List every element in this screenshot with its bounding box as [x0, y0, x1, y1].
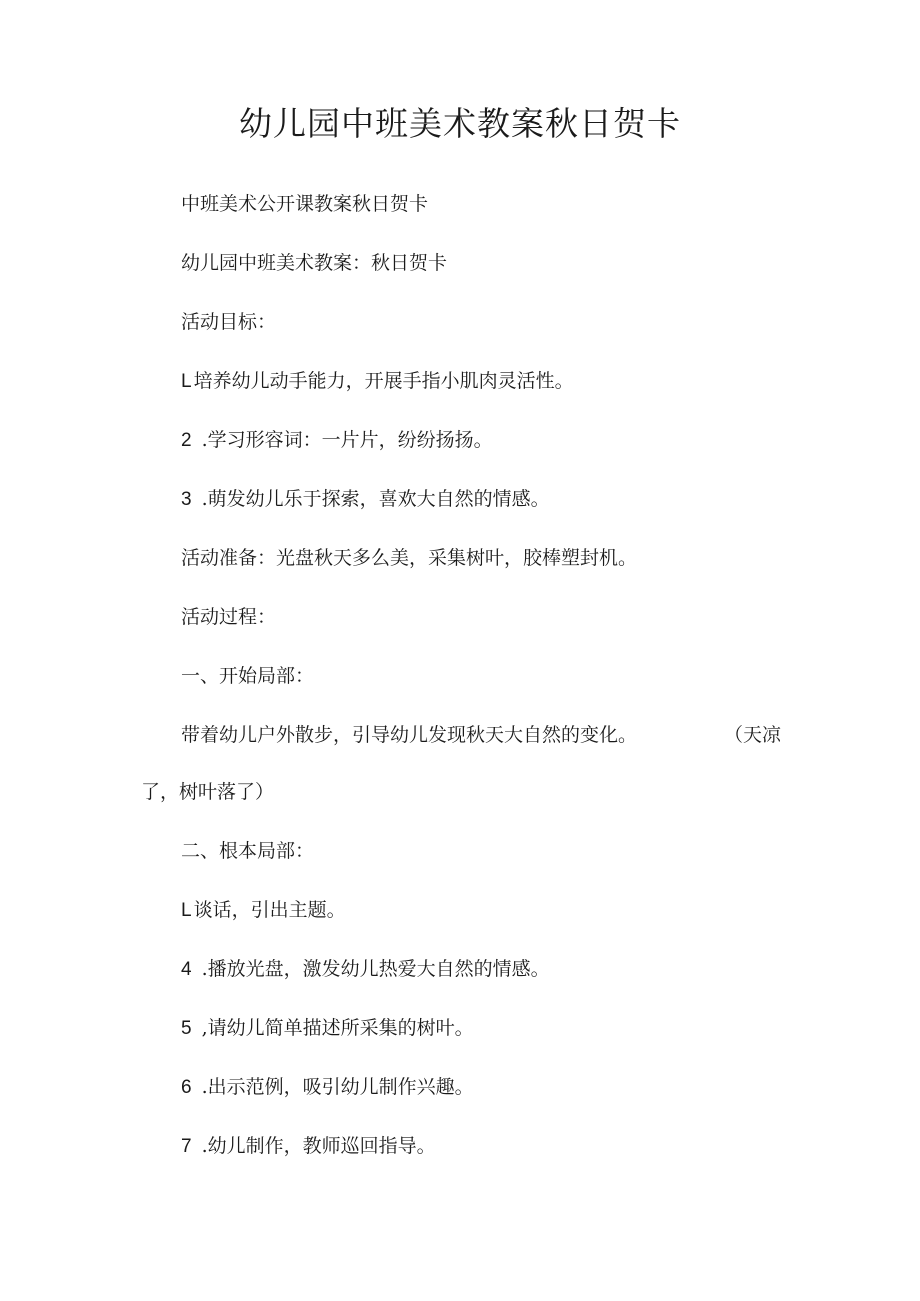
item-number: 5 [181, 1018, 192, 1039]
subsection-heading-start: 一、开始局部： [181, 665, 315, 687]
goal-item [181, 425, 493, 456]
item-number: 6 [181, 1077, 192, 1098]
step-item [181, 1013, 474, 1044]
paragraph-tail: （天凉 [724, 724, 782, 746]
step-item [181, 1131, 436, 1162]
preparation-line: 活动准备：光盘秋天多么美，采集树叶，胶棒塑封机。 [181, 547, 638, 569]
item-text: .萌发幼儿乐于探索，喜欢大自然的情感。 [201, 488, 550, 510]
item-number: 4 [181, 959, 192, 980]
paragraph-line: 带着幼儿户外散步，引导幼儿发现秋天大自然的变化。 [181, 724, 638, 746]
goal-item [181, 484, 550, 515]
subsection-heading-main: 二、根本局部： [181, 840, 315, 862]
item-number: 7 [181, 1136, 192, 1157]
item-text: .出示范例，吸引幼儿制作兴趣。 [201, 1076, 474, 1098]
step-item [181, 1072, 474, 1103]
item-number: 3 [181, 489, 192, 510]
item-text: ,请幼儿简单描述所采集的树叶。 [201, 1017, 474, 1039]
section-heading-process: 活动过程： [181, 606, 277, 628]
subtitle-line: 中班美术公开课教案秋日贺卡 [181, 193, 429, 215]
item-number: L [181, 900, 192, 921]
item-number: L [181, 371, 192, 392]
lesson-name-line: 幼儿园中班美术教案：秋日贺卡 [181, 252, 448, 274]
document-title: 幼儿园中班美术教案秋日贺卡 [239, 104, 681, 143]
item-number: 2 [181, 430, 192, 451]
goal-item [181, 366, 574, 397]
item-text: .学习形容词：一片片，纷纷扬扬。 [201, 429, 493, 451]
paragraph-continuation: 了，树叶落了） [141, 781, 275, 803]
item-text: 培养幼儿动手能力，开展手指小肌肉灵活性。 [193, 370, 574, 392]
item-text: .播放光盘，激发幼儿热爱大自然的情感。 [201, 958, 550, 980]
step-item [181, 954, 550, 985]
step-item [181, 895, 346, 926]
item-text: 谈话，引出主题。 [193, 899, 346, 921]
section-heading-goals: 活动目标： [181, 311, 277, 333]
item-text: .幼儿制作，教师巡回指导。 [201, 1135, 436, 1157]
